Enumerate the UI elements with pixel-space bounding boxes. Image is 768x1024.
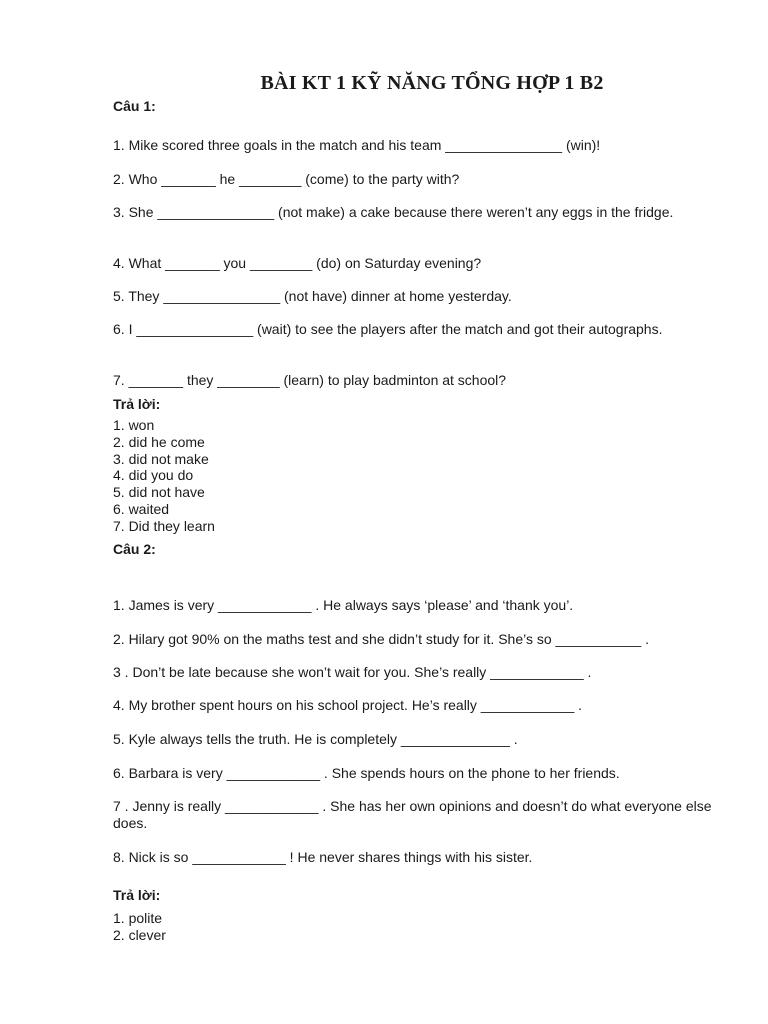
s1-question-2: 2. Who _______ he ________ (come) to the party with? — [113, 171, 460, 187]
section2-heading: Câu 2: — [113, 541, 156, 557]
s1-answer-1: 1. won — [113, 417, 155, 433]
section2-answer-heading: Trả lời: — [113, 887, 161, 903]
s2-answer-2: 2. clever — [113, 926, 166, 943]
s1-question-7: 7. _______ they ________ (learn) to play badminton at school? — [113, 372, 507, 388]
section1-answer-list — [113, 417, 215, 535]
s1-question-5: 5. They _______________ (not have) dinner at home yesterday. — [113, 288, 512, 304]
s1-answer-7: 7. Did they learn — [113, 517, 215, 534]
s1-answer-4: 4. did you do — [113, 467, 194, 484]
section2-answer-list — [113, 910, 166, 944]
s2-question-3: 3 . Don’t be late because she won’t wait for you. She’s really ____________ . — [113, 664, 592, 680]
s2-question-8: 8. Nick is so ____________ ! He never shares things with his sister. — [113, 849, 533, 865]
s1-answer-2: 2. did he come — [113, 433, 205, 450]
s1-question-3: 3. She _______________ (not make) a cake because there weren’t any eggs in the fridge. — [113, 204, 674, 220]
section1-answer-heading: Trả lời: — [113, 396, 161, 412]
s2-question-6: 6. Barbara is very ____________ . She spends hours on the phone to her friends. — [113, 765, 620, 781]
s2-question-1: 1. James is very ____________ . He always says ‘please’ and ‘thank you’. — [113, 597, 574, 613]
s1-question-1: 1. Mike scored three goals in the match and his team _______________ (win)! — [113, 137, 601, 153]
s1-answer-6: 6. waited — [113, 500, 170, 517]
s1-question-4: 4. What _______ you ________ (do) on Saturday evening? — [113, 255, 482, 271]
page-title: BÀI KT 1 KỸ NĂNG TỔNG HỢP 1 B2 — [260, 72, 604, 94]
s2-question-7: 7 . Jenny is really ____________ . She has her own opinions and doesn’t do what everyone else does. — [113, 798, 712, 831]
s1-question-6: 6. I _______________ (wait) to see the players after the match and got their autographs. — [113, 321, 663, 337]
s1-answer-5: 5. did not have — [113, 484, 205, 501]
s1-answer-3: 3. did not make — [113, 450, 209, 467]
s2-question-5: 5. Kyle always tells the truth. He is completely ______________ . — [113, 731, 518, 747]
s2-question-4: 4. My brother spent hours on his school project. He’s really ____________ . — [113, 697, 583, 713]
s2-answer-1: 1. polite — [113, 910, 163, 926]
s2-question-2: 2. Hilary got 90% on the maths test and she didn’t study for it. She’s so ___________ . — [113, 631, 649, 647]
section1-heading: Câu 1: — [113, 98, 156, 114]
